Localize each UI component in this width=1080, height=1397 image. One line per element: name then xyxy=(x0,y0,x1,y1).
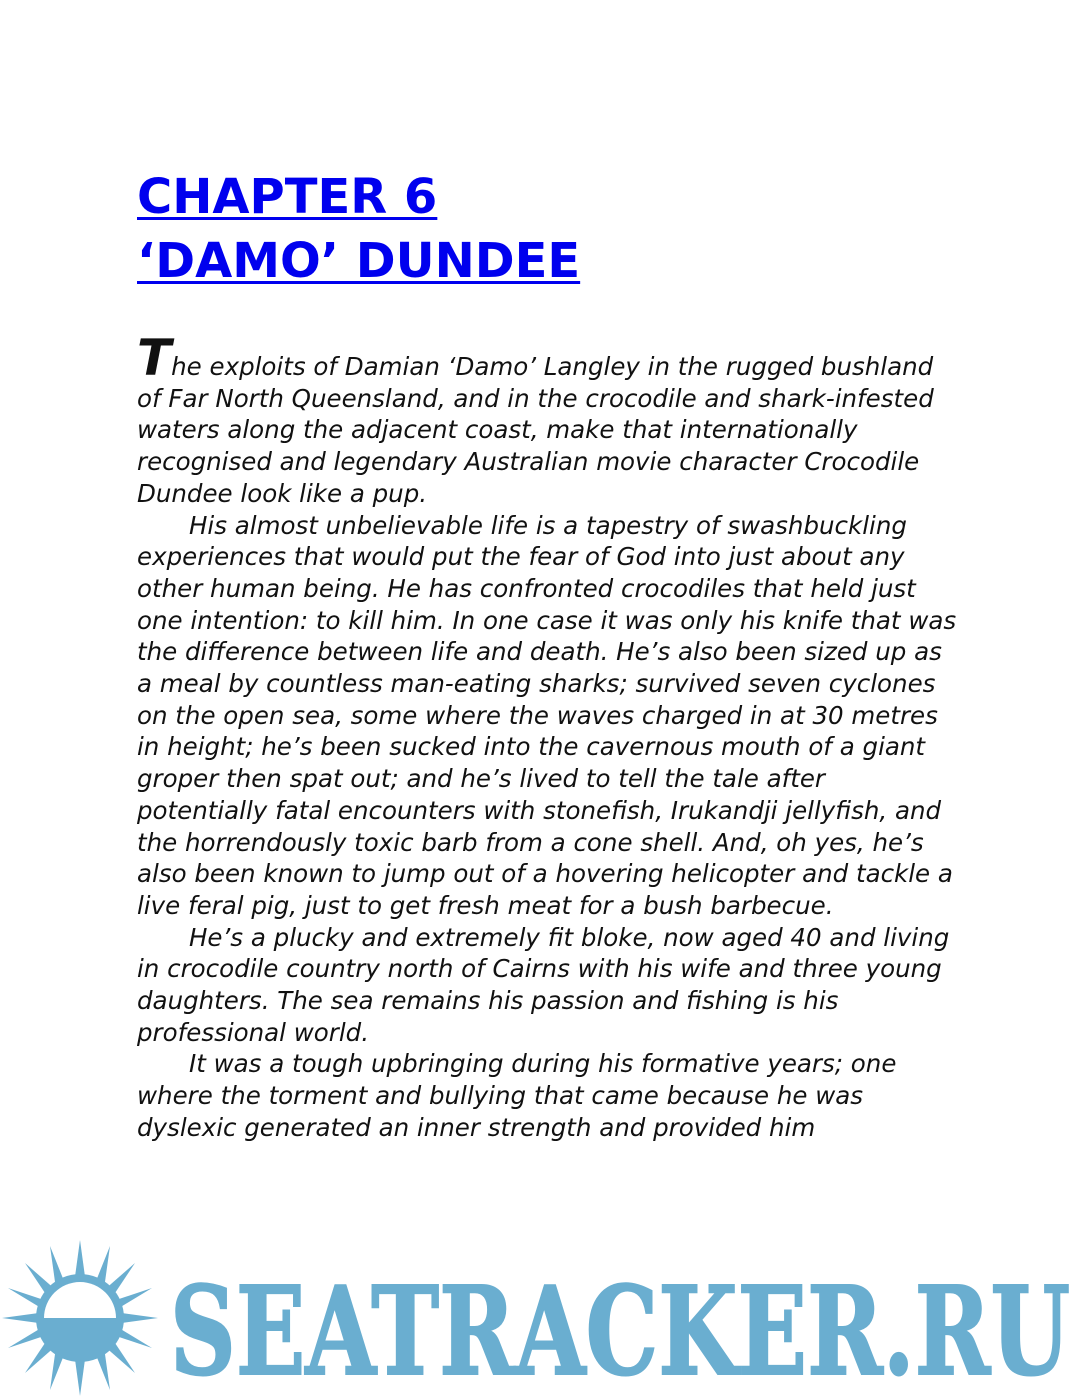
paragraph-text: he exploits of Damian ‘Damo’ Langley in the rugged bushland of Far North Queensland, and in the crocodile and shark-infested waters along the adjacent coast, make that internationally recognised and legendary Australian movie character Crocodile Dundee look like a pup. xyxy=(137,352,934,508)
paragraph xyxy=(137,329,957,510)
sun-icon xyxy=(2,1240,158,1396)
paragraph: He’s a plucky and extremely fit bloke, now aged 40 and living in crocodile country north of Cairns with his wife and three young daughters. The sea remains his passion and fishing is his professional world. xyxy=(137,922,950,1047)
chapter-title: ‘DAMO’ DUNDEE xyxy=(137,233,581,289)
document-page xyxy=(137,165,957,1144)
paragraph: His almost unbelievable life is a tapestry of swashbuckling experiences that would put the fear of God into just about any other human being. He has confronted crocodiles that held just one intention: to kill him. In one case it was only his knife that was the difference between life and death. He’s also been sized up as a meal by countless man-eating sharks; survived seven cyclones on the open sea, some where the waves charged in at 30 metres in height; he’s been sucked into the cavernous mouth of a giant groper then spat out; and he’s lived to tell the tale after potentially fatal encounters with stonefish, Irukandji jellyfish, and the horrendously toxic barb from a cone shell. And, oh yes, he’s also been known to jump out of a hovering helicopter and tackle a live feral pig, just to get fresh meat for a bush barbecue. xyxy=(137,510,957,920)
chapter-number: CHAPTER 6 xyxy=(137,169,438,225)
chapter-heading[interactable] xyxy=(137,165,957,293)
paragraph: It was a tough upbringing during his formative years; one where the torment and bullying that came because he was dyslexic generated an inner strength and provided him xyxy=(137,1049,897,1142)
watermark-text: SEATRACKER.RU xyxy=(170,1259,1070,1397)
drop-cap: T xyxy=(137,329,172,387)
chapter-body xyxy=(137,329,957,1144)
watermark xyxy=(0,1232,1080,1397)
